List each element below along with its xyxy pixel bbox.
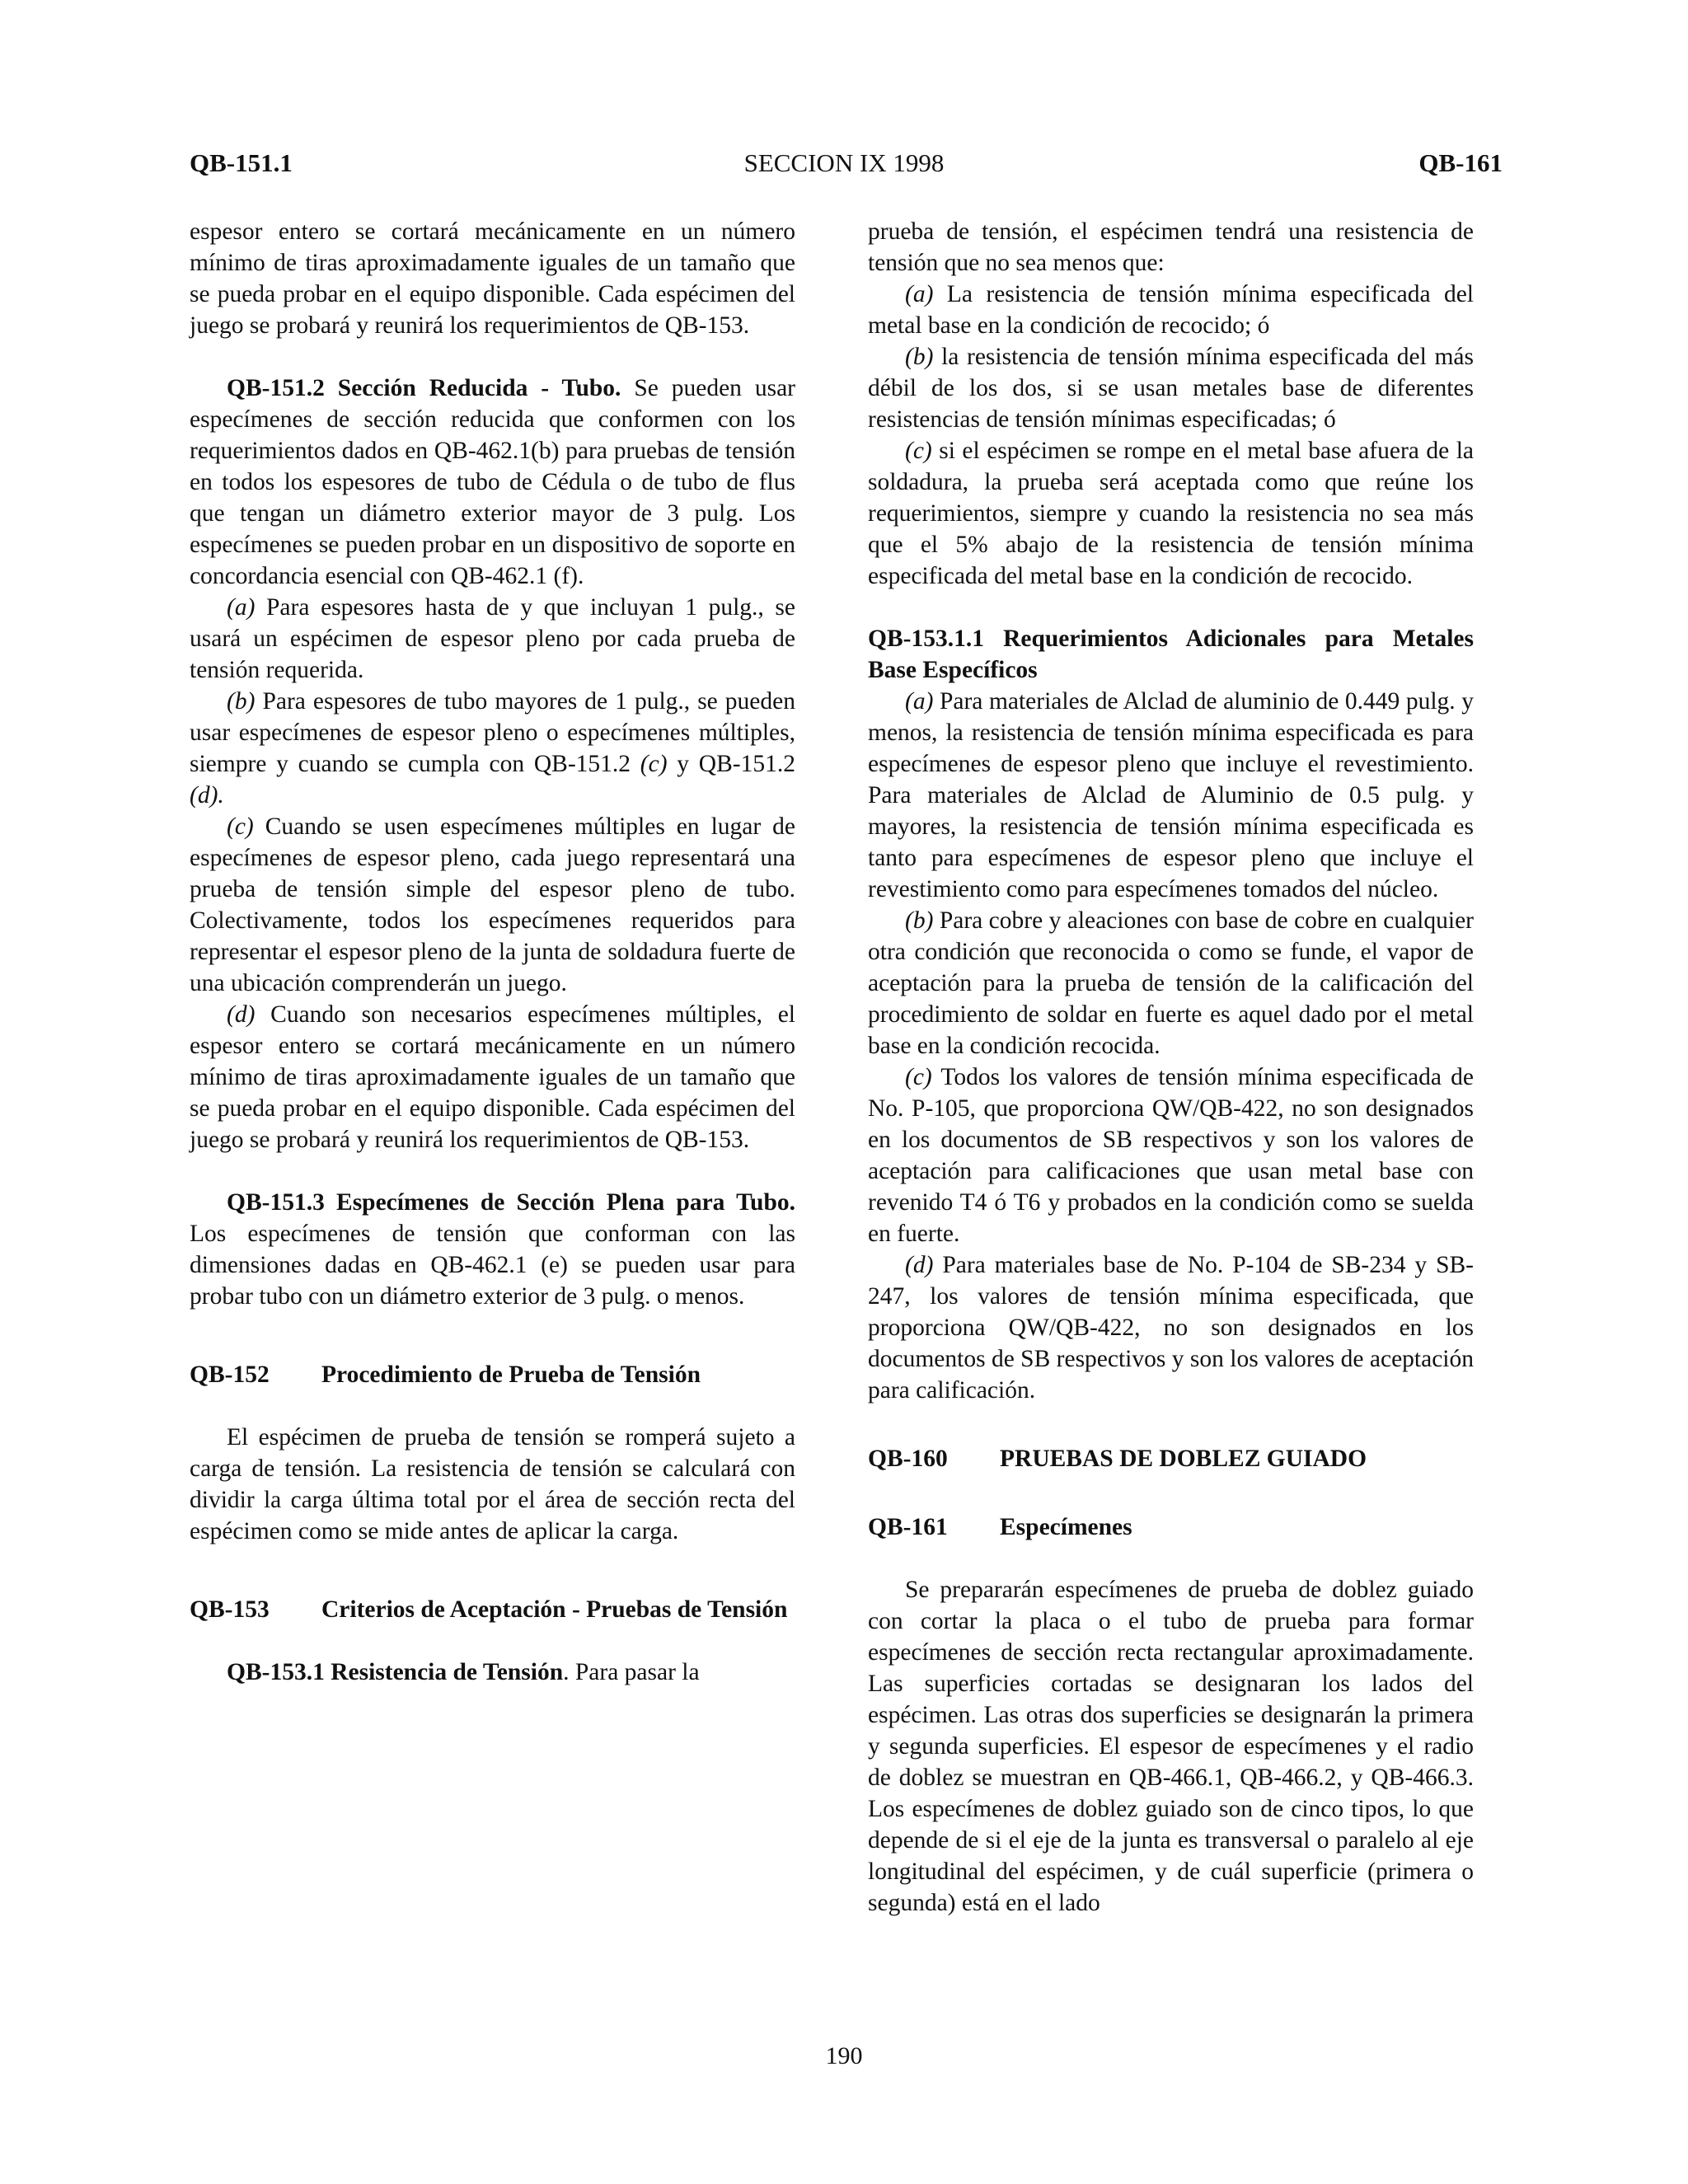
item-b bbox=[868, 905, 1474, 1062]
item-text: y QB-151.2 bbox=[667, 751, 795, 777]
item-a bbox=[868, 686, 1474, 905]
item-label: (c) bbox=[227, 813, 254, 840]
section-title: PRUEBAS DE DOBLEZ GUIADO bbox=[1000, 1446, 1367, 1472]
item-c bbox=[868, 435, 1474, 592]
item-b bbox=[190, 686, 795, 811]
item-label: (c) bbox=[905, 438, 932, 464]
header-section-end: QB-161 bbox=[1418, 148, 1503, 177]
subsection-title: QB-153.1.1 Requerimientos Adicionales para Metales Base Específicos bbox=[868, 626, 1474, 683]
section-number: QB-153 bbox=[190, 1596, 270, 1623]
paragraph-qb-152: El espécimen de prueba de tensión se romperá sujeto a carga de tensión. La resistencia de tensión se calculará con dividir la carga última total por el área de sección recta del espécimen como se mide antes de aplicar la carga. bbox=[190, 1424, 795, 1544]
paragraph-text: Se pueden usar especímenes de sección reducida que conformen con los requerimientos dados en QB-462.1(b) para pruebas de tensión en todos los espesores de tubo de Cédula o de tubo de flus que tengan un diámetro exterior mayor de 3 pulg. Los especímenes se pueden probar en un dispositivo de soporte en concordancia esencial con QB-462.1 (f). bbox=[190, 375, 795, 589]
item-text: si el espécimen se rompe en el metal base afuera de la soldadura, la prueba será aceptada como que reúne los requerimientos, siempre y cuando la resistencia no sea más que el 5% abajo de la resistencia de tensión mínima especificada del metal base en la condición de recocido. bbox=[868, 438, 1474, 589]
item-text: La resistencia de tensión mínima especificada del metal base en la condición de recocido; ó bbox=[868, 281, 1474, 339]
section-number: QB-160 bbox=[868, 1446, 948, 1472]
section-heading-qb-160 bbox=[868, 1443, 1474, 1474]
section-number: QB-161 bbox=[868, 1514, 948, 1540]
paragraph-qb-161: Se prepararán especímenes de prueba de doblez guiado con cortar la placa o el tubo de prueba para formar especímenes de sección recta rectangular aproximadamente. Las superficies cortadas se designaran los lados del espécimen. Las otras dos superficies se designarán la primera y segunda superficies. El espesor de especímenes y el radio de doblez se muestran en QB-466.1, QB-466.2, y QB-466.3. Los especímenes de doblez guiado son de cinco tipos, lo que depende de si el eje de la junta es transversal o paralelo al eje longitudinal del espécimen, y de cuál superficie (primera o segunda) está en el lado bbox=[868, 1577, 1474, 1916]
item-label: (a) bbox=[227, 594, 256, 621]
item-label: (a) bbox=[905, 688, 934, 715]
subsection-title: QB-153.1 Resistencia de Tensión bbox=[227, 1659, 564, 1685]
paragraph: espesor entero se cortará mecánicamente en un número mínimo de tiras aproximadamente iguales de un tamaño que se pueda probar en el equipo disponible. Cada espécimen del juego se probará y reunirá los requerimientos de QB-153. bbox=[190, 218, 795, 339]
item-c bbox=[868, 1062, 1474, 1249]
item-label: (b) bbox=[905, 344, 934, 370]
paragraph: prueba de tensión, el espécimen tendrá una resistencia de tensión que no sea menos que: bbox=[868, 218, 1474, 276]
item-label: (a) bbox=[905, 281, 934, 307]
subsection-title: QB-151.2 Sección Reducida - Tubo. bbox=[227, 375, 621, 401]
item-c bbox=[190, 811, 795, 999]
paragraph-qb-151-2 bbox=[190, 373, 795, 592]
item-text: Para materiales base de No. P-104 de SB-234 y SB-247, los valores de tensión mínima especificada, que proporciona QW/QB-422, no son designados en los documentos de SB respectivos y son los valores de aceptación para calificación. bbox=[868, 1252, 1474, 1404]
section-title: Criterios de Aceptación - Pruebas de Tensión bbox=[321, 1596, 788, 1623]
page-number: 190 bbox=[825, 2042, 863, 2069]
section-title: Especímenes bbox=[1000, 1514, 1132, 1540]
item-label: (c) bbox=[905, 1064, 932, 1090]
header-title: SECCION IX 1998 bbox=[743, 148, 945, 177]
item-text: Para espesores hasta de y que incluyan 1 pulg., se usará un espécimen de espesor pleno por cada prueba de tensión requerida. bbox=[190, 594, 795, 683]
paragraph-text: Los especímenes de tensión que conforman con las dimensiones dadas en QB-462.1 (e) se pueden usar para probar tubo con un diámetro exterior de 3 pulg. o menos. bbox=[190, 1221, 795, 1310]
item-a bbox=[868, 279, 1474, 341]
item-label: (d) bbox=[905, 1252, 934, 1278]
right-column bbox=[868, 216, 1474, 1919]
subsection-title: QB-151.3 Especímenes de Sección Plena para Tubo. bbox=[227, 1189, 795, 1216]
item-text: Para espesores de tubo mayores de 1 pulg., se pueden usar especímenes de espesor pleno o especímenes múltiples, siempre y cuando se cumpla con QB-151.2 bbox=[190, 688, 795, 777]
item-b bbox=[868, 341, 1474, 435]
paragraph-text: . Para pasar la bbox=[563, 1659, 700, 1685]
item-ref: (c) bbox=[640, 751, 668, 777]
left-column bbox=[190, 216, 795, 1688]
item-text: Para cobre y aleaciones con base de cobre en cualquier otra condición que reconocida o como se funde, el vapor de aceptación para la prueba de tensión de la calificación del procedimiento de soldar en fuerte es aquel dado por el metal base en la condición recocida. bbox=[868, 907, 1474, 1059]
section-heading-qb-153 bbox=[190, 1594, 795, 1625]
section-heading-qb-152 bbox=[190, 1359, 795, 1390]
item-ref: (d). bbox=[190, 782, 224, 808]
item-a bbox=[190, 592, 795, 686]
item-label: (b) bbox=[227, 688, 256, 715]
item-text: Todos los valores de tensión mínima especificada de No. P-105, que proporciona QW/QB-422, no son designados en los documentos de SB respectivos y son los valores de aceptación para calificaciones que usan metal base con revenido T4 ó T6 y probados en la condición como se suelda en fuerte. bbox=[868, 1064, 1474, 1247]
item-text: Para materiales de Alclad de aluminio de 0.449 pulg. y menos, la resistencia de tensión mínima especificada es para especímenes de espesor pleno que incluye el revestimiento. Para materiales de Alclad de Aluminio de 0.5 pulg. y mayores, la resistencia de tensión mínima especificada es tanto para especímenes de espesor pleno que incluye el revestimiento como para especímenes tomados del núcleo. bbox=[868, 688, 1474, 902]
paragraph-qb-153-1 bbox=[190, 1657, 795, 1688]
item-text: la resistencia de tensión mínima especificada del más débil de los dos, si se usan metales base de diferentes resistencias de tensión mínimas especificadas; ó bbox=[868, 344, 1474, 433]
item-label: (d) bbox=[227, 1001, 256, 1028]
item-d bbox=[190, 999, 795, 1155]
section-heading-qb-161 bbox=[868, 1511, 1474, 1543]
item-d bbox=[868, 1249, 1474, 1406]
paragraph-qb-151-3 bbox=[190, 1187, 795, 1312]
subsection-heading-qb-153-1-1 bbox=[868, 623, 1474, 686]
header-section-start: QB-151.1 bbox=[190, 148, 293, 177]
item-label: (b) bbox=[905, 907, 934, 934]
section-title: Procedimiento de Prueba de Tensión bbox=[321, 1361, 701, 1388]
item-text: Cuando son necesarios especímenes múltiples, el espesor entero se cortará mecánicamente en un número mínimo de tiras aproximadamente iguales de un tamaño que se pueda probar en el equipo disponible. Cada espécimen del juego se probará y reunirá los requerimientos de QB-153. bbox=[190, 1001, 795, 1153]
item-text: Cuando se usen especímenes múltiples en lugar de especímenes de espesor pleno, cada juego representará una prueba de tensión simple del espesor pleno de tubo. Colectivamente, todos los especímenes requeridos para representar el espesor pleno de la junta de soldadura fuerte de una ubicación comprenderán un juego. bbox=[190, 813, 795, 996]
section-number: QB-152 bbox=[190, 1361, 270, 1388]
